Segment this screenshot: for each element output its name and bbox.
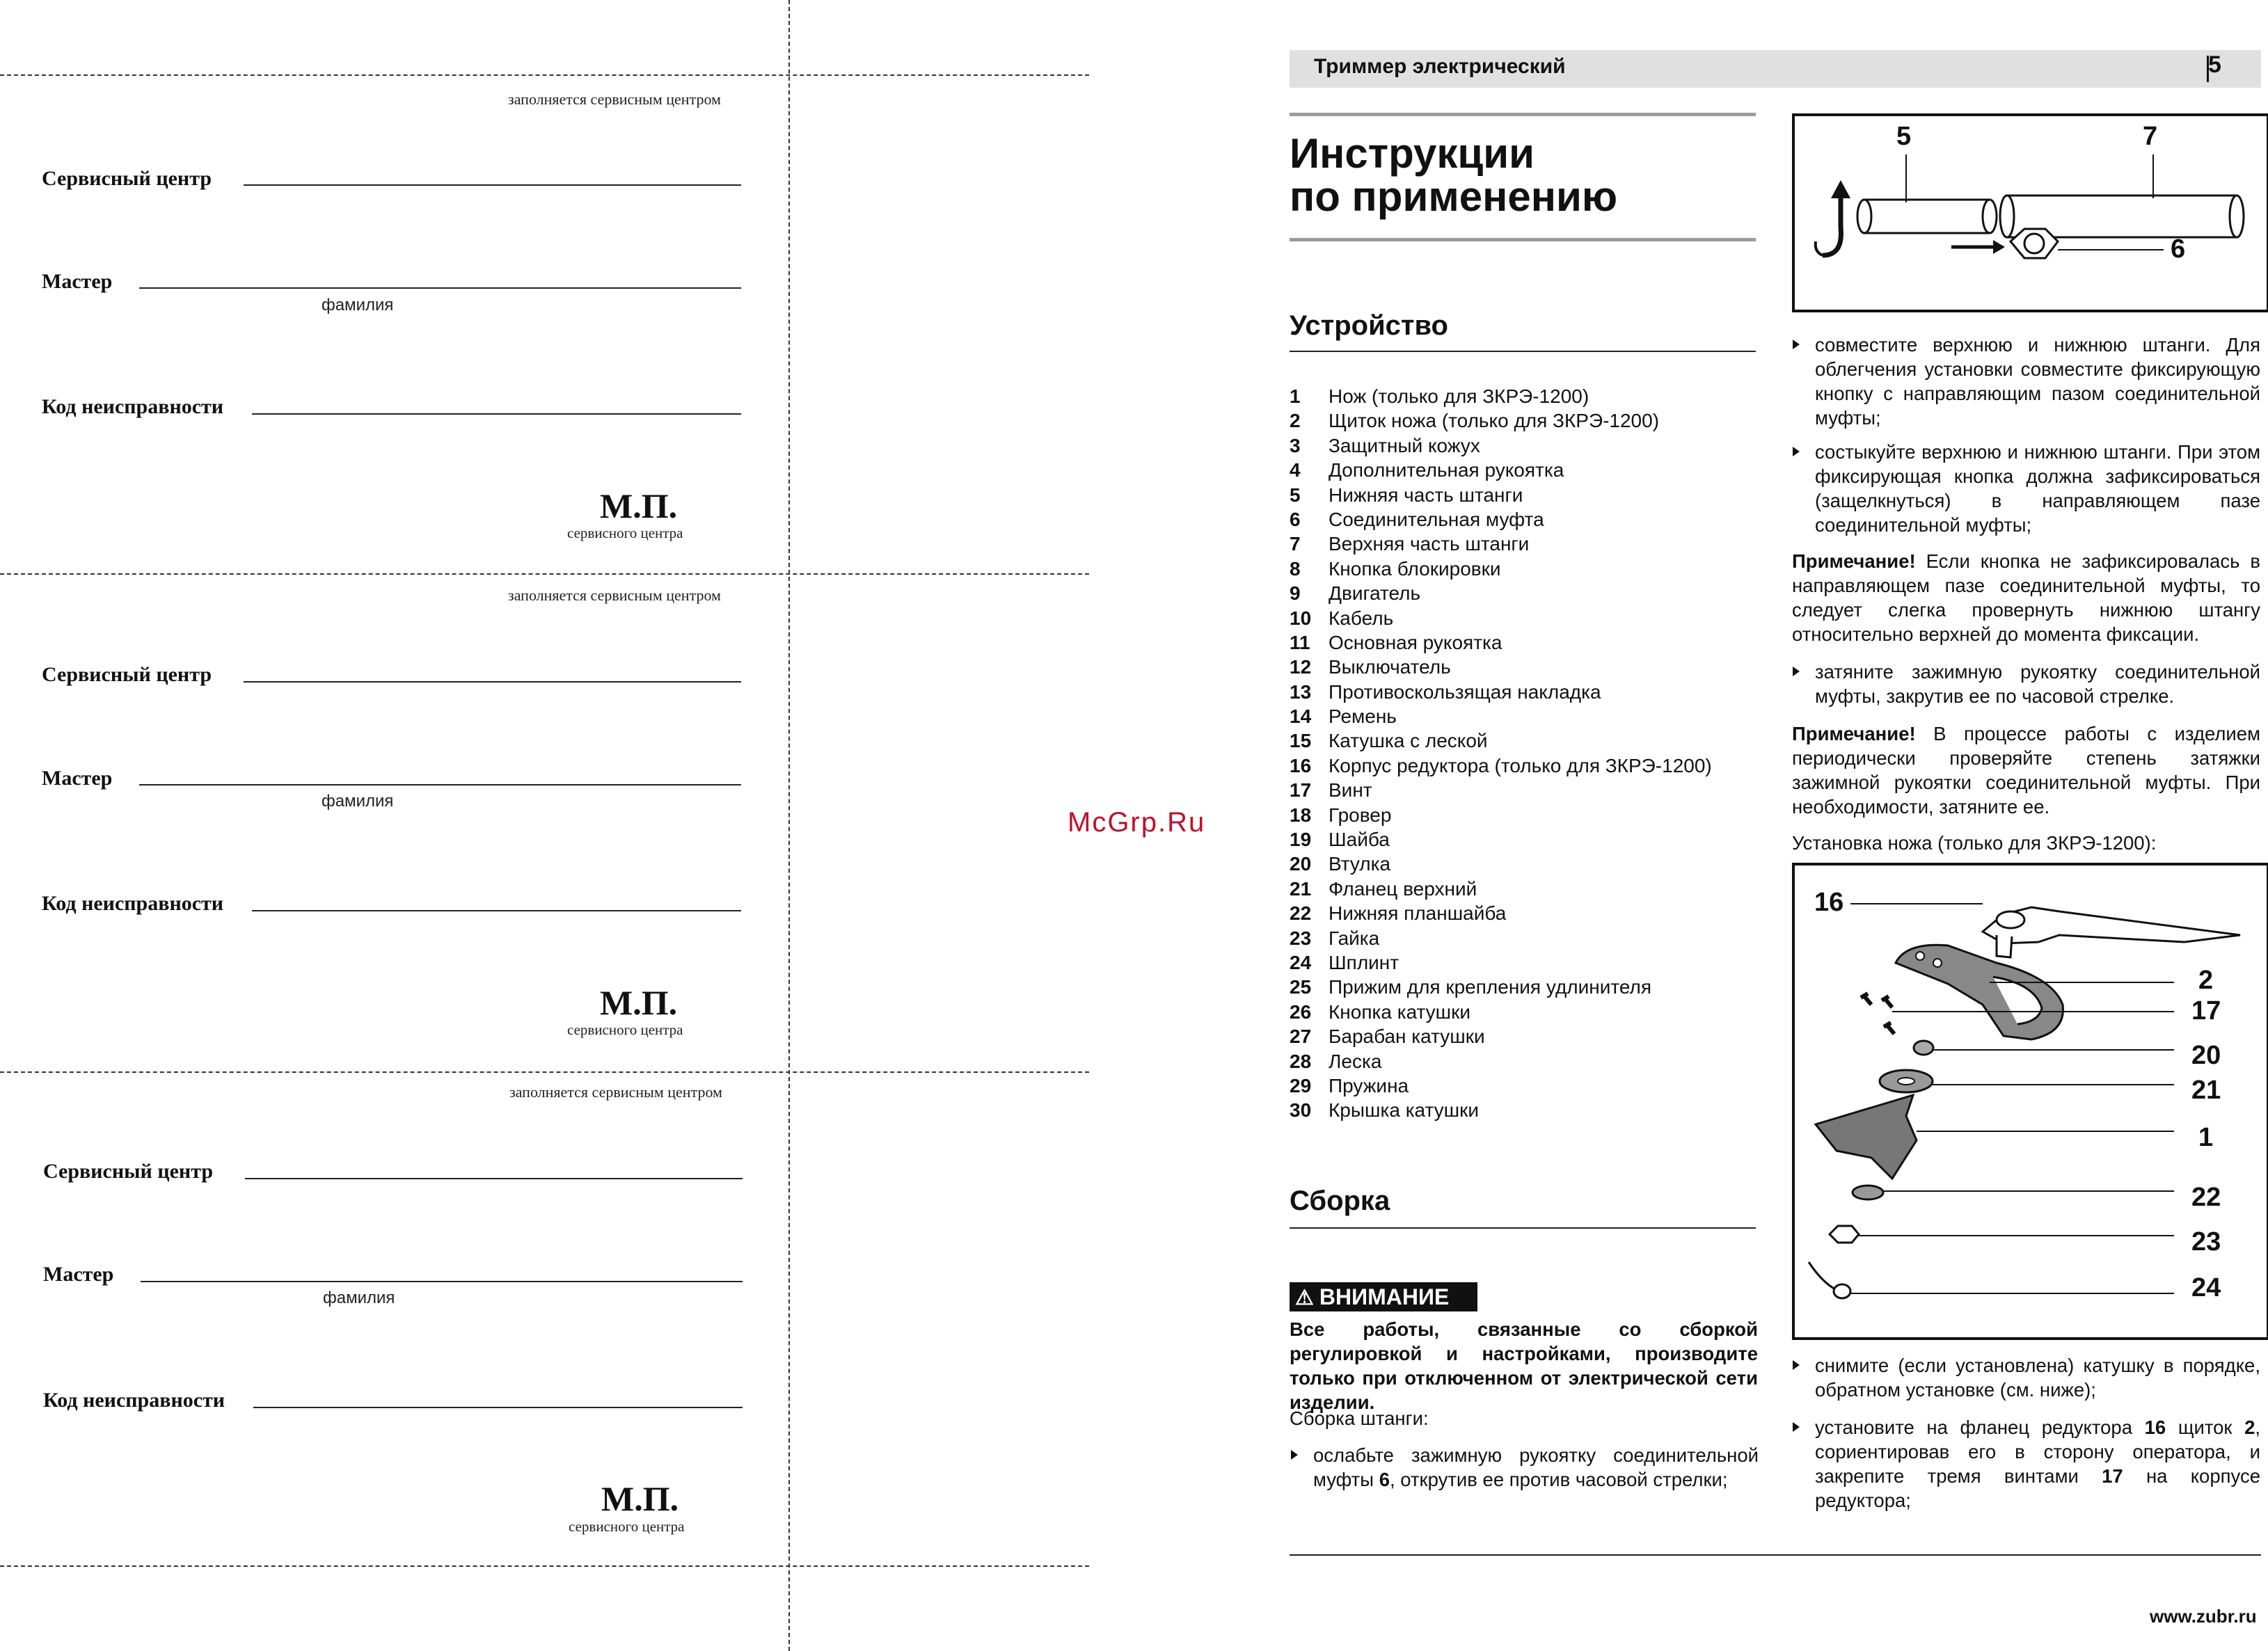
part-label: Нижняя планшайба: [1329, 902, 1507, 925]
note-2: Примечание! В процессе работы с изделием периодически проверяйте степень затяжки зажимной рукоятки соединительной муфты. При необходимости, затяните ее.: [1792, 723, 2260, 817]
part-number: 11: [1290, 631, 1310, 653]
title-rule-bottom: [1290, 238, 1756, 241]
shaft-coupling-drawing: [1795, 116, 2267, 310]
part-label: Нож (только для ЗКРЭ-1200): [1329, 385, 1589, 407]
part-number: 25: [1290, 976, 1312, 998]
warning-label: ВНИМАНИЕ: [1319, 1284, 1450, 1309]
part-label: Корпус редуктора (только для ЗКРЭ-1200): [1329, 754, 1712, 776]
part-label: Барабан катушки: [1329, 1026, 1485, 1048]
part-item: [1290, 507, 1712, 532]
part-item: [1290, 753, 1712, 778]
fig2-label-22: 22: [2191, 1183, 2221, 1212]
part-number: 15: [1290, 730, 1312, 752]
fig1-label-6: 6: [2171, 234, 2186, 264]
part-number: 14: [1290, 705, 1312, 728]
part-item: [1290, 532, 1712, 556]
cut-line-bottom: [0, 1565, 1089, 1567]
part-label: Кабель: [1329, 607, 1394, 629]
bullet-tighten: затяните зажимную рукоятку соединительной муфты, закрутив ее по часовой стрелке.: [1815, 661, 2260, 707]
footer-url: www.zubr.ru: [2150, 1606, 2257, 1627]
part-item: [1290, 827, 1712, 852]
cut-line-2: [0, 1071, 1089, 1073]
fig2-label-17: 17: [2191, 996, 2221, 1026]
surname-label: фамилия: [322, 792, 394, 811]
bullet-remove: снимите (если установлена) катушку в порядке, обратном установке (см. ниже);: [1815, 1355, 2260, 1401]
part-number: 24: [1290, 951, 1312, 973]
part-label: Винт: [1329, 779, 1372, 801]
part-number: 27: [1290, 1026, 1312, 1048]
master-label: Мастер: [42, 767, 113, 790]
fault-code-label: Код неисправности: [43, 1389, 225, 1412]
fig2-label-2: 2: [2198, 966, 2214, 995]
part-item: [1290, 852, 1712, 876]
part-item: [1290, 1074, 1712, 1098]
fig2-label-16: 16: [1814, 888, 1844, 917]
fig1-label-7: 7: [2143, 122, 2158, 151]
part-number: 3: [1290, 434, 1301, 456]
part-number: 16: [1290, 754, 1312, 776]
master-label: Мастер: [42, 270, 113, 293]
stamp-sub: сервисного центра: [567, 525, 683, 541]
part-item: [1290, 975, 1712, 999]
part-label: Катушка с леской: [1329, 730, 1488, 752]
part-number: 29: [1290, 1074, 1312, 1096]
stamp-sub: сервисного центра: [569, 1518, 685, 1535]
part-number: 21: [1290, 877, 1312, 900]
part-label: Пружина: [1329, 1074, 1409, 1096]
service-center-label: Сервисный центр: [43, 1160, 213, 1183]
part-label: Выключатель: [1329, 656, 1451, 678]
bullet-loosen: ослабьте зажимную рукоятку соединительной муфты 6, открутив ее против часовой стрелки;: [1313, 1444, 1759, 1490]
part-item: [1290, 1000, 1712, 1024]
figure-knife-install: [1792, 863, 2268, 1340]
part-number: 26: [1290, 1000, 1312, 1023]
part-item: [1290, 1098, 1712, 1122]
figure-shaft-coupling: [1792, 113, 2268, 312]
part-number: 13: [1290, 680, 1312, 703]
part-number: 19: [1290, 829, 1312, 851]
part-label: Кнопка блокировки: [1329, 557, 1501, 580]
part-label: Крышка катушки: [1329, 1099, 1480, 1122]
part-item: [1290, 483, 1712, 507]
section-device-heading: Устройство: [1290, 310, 1448, 341]
fig1-label-5: 5: [1896, 122, 1912, 151]
part-number: 17: [1290, 779, 1312, 801]
master-field[interactable]: [141, 1281, 743, 1282]
card-note: заполняется сервисным центром: [509, 1083, 722, 1101]
part-label: Нижняя часть штанги: [1329, 484, 1523, 506]
part-item: [1290, 630, 1712, 655]
master-label: Мастер: [43, 1263, 114, 1286]
service-center-label: Сервисный центр: [42, 663, 212, 686]
part-number: 5: [1290, 484, 1301, 506]
section-assembly-heading: Сборка: [1290, 1186, 1390, 1216]
part-number: 4: [1290, 459, 1301, 481]
part-item: [1290, 901, 1712, 925]
part-number: 20: [1290, 853, 1312, 875]
knife-install-label: Установка ножа (только для ЗКРЭ-1200):: [1792, 832, 2157, 854]
part-item: [1290, 433, 1712, 458]
service-center-field[interactable]: [244, 681, 741, 683]
fault-code-field[interactable]: [252, 413, 741, 415]
warning-text: Все работы, связанные со сборкой регулировкой и настройками, производите только при отключенном от электрической сети изделии.: [1290, 1318, 1758, 1413]
fig2-label-20: 20: [2191, 1041, 2221, 1070]
stamp-place: М.П.: [600, 486, 678, 525]
part-number: 18: [1290, 804, 1312, 826]
fault-code-field[interactable]: [253, 1407, 743, 1408]
stamp-place: М.П.: [601, 1479, 679, 1518]
fig2-label-21: 21: [2191, 1076, 2221, 1105]
part-number: 12: [1290, 656, 1312, 678]
part-item: [1290, 1049, 1712, 1074]
fig2-label-24: 24: [2191, 1273, 2221, 1302]
title-rule-top: [1290, 113, 1756, 116]
part-label: Гровер: [1329, 804, 1392, 826]
page-title-line1: Инструкции: [1290, 130, 1535, 177]
part-label: Кнопка катушки: [1329, 1000, 1471, 1023]
part-label: Двигатель: [1329, 582, 1421, 605]
part-number: 23: [1290, 927, 1312, 949]
part-label: Шайба: [1329, 829, 1390, 851]
part-item: [1290, 384, 1712, 408]
part-item: [1290, 778, 1712, 802]
fault-code-field[interactable]: [252, 910, 741, 911]
part-item: [1290, 950, 1712, 975]
card-note: заполняется сервисным центром: [508, 587, 721, 604]
part-item: [1290, 680, 1712, 704]
page-title: [1290, 132, 1617, 218]
footer-rule: [1290, 1554, 2261, 1556]
bullet-join: состыкуйте верхнюю и нижнюю штанги. При этом фиксирующая кнопка должна зафиксироваться (защелкнуться) в направляющем пазе соединительной муфты;: [1815, 441, 2260, 536]
note-1: Примечание! Если кнопка не зафиксировалась в направляющем пазе соединительной муфты, то следует слегка провернуть нижнюю штангу относительно верхней до момента фиксации.: [1792, 550, 2260, 645]
page-title-line2: по применению: [1290, 173, 1618, 220]
parts-list: [1290, 384, 1712, 1123]
part-number: 9: [1290, 582, 1301, 605]
part-item: [1290, 803, 1712, 827]
part-number: 30: [1290, 1099, 1312, 1122]
watermark-text: McGrp.Ru: [1068, 807, 1206, 838]
section-device-rule: [1290, 351, 1756, 352]
part-number: 7: [1290, 533, 1301, 555]
page-number: 5: [2208, 51, 2221, 78]
part-number: 8: [1290, 557, 1301, 580]
part-number: 1: [1290, 385, 1301, 407]
cut-line-1: [0, 573, 1089, 575]
service-center-label: Сервисный центр: [42, 167, 212, 190]
service-center-field[interactable]: [244, 184, 741, 186]
part-number: 2: [1290, 410, 1301, 432]
part-label: Щиток ножа (только для ЗКРЭ-1200): [1329, 410, 1660, 432]
surname-label: фамилия: [323, 1289, 395, 1307]
fault-code-label: Код неисправности: [42, 892, 224, 915]
part-label: Дополнительная рукоятка: [1329, 459, 1564, 481]
service-center-field[interactable]: [245, 1178, 743, 1179]
part-item: [1290, 655, 1712, 679]
part-label: Леска: [1329, 1050, 1382, 1072]
part-item: [1290, 458, 1712, 482]
part-label: Соединительная муфта: [1329, 508, 1544, 530]
bullet-align: совместите верхнюю и нижнюю штанги. Для облегчения установки совместите фиксирующую кнопку с направляющим пазом соединительной муфты;: [1815, 334, 2260, 429]
part-number: 22: [1290, 902, 1312, 925]
part-label: Ремень: [1329, 705, 1397, 728]
part-number: 6: [1290, 508, 1301, 530]
part-item: [1290, 704, 1712, 728]
card-note: заполняется сервисным центром: [508, 90, 721, 108]
part-label: Втулка: [1329, 853, 1391, 875]
part-label: Фланец верхний: [1329, 877, 1477, 900]
master-field[interactable]: [139, 784, 741, 785]
part-item: [1290, 728, 1712, 753]
part-item: [1290, 408, 1712, 433]
part-label: Противоскользящая накладка: [1329, 680, 1601, 703]
part-label: Верхняя часть штанги: [1329, 533, 1530, 555]
header-title: Триммер электрический: [1314, 55, 1566, 78]
stamp-place: М.П.: [600, 983, 678, 1022]
part-label: Прижим для крепления удлинителя: [1329, 976, 1652, 998]
warning-badge: [1290, 1282, 1477, 1311]
cut-line-top: [0, 74, 1089, 76]
part-number: 10: [1290, 607, 1312, 629]
bullet-install: установите на фланец редуктора 16 щиток 2, сориентировав его в сторону оператора, и закрепите тремя винтами 17 на корпусе редуктора;: [1815, 1417, 2260, 1511]
part-item: [1290, 1024, 1712, 1048]
master-field[interactable]: [139, 287, 741, 289]
part-item: [1290, 581, 1712, 605]
shaft-assembly-label: Сборка штанги:: [1290, 1407, 1429, 1429]
part-number: 28: [1290, 1050, 1312, 1072]
part-label: Защитный кожух: [1329, 434, 1480, 456]
cut-line-vertical: [788, 0, 790, 1651]
part-item: [1290, 877, 1712, 901]
part-item: [1290, 557, 1712, 581]
fig2-label-23: 23: [2191, 1227, 2221, 1257]
surname-label: фамилия: [322, 296, 394, 314]
stamp-sub: сервисного центра: [567, 1021, 683, 1038]
part-label: Гайка: [1329, 927, 1380, 949]
warning-triangle-icon: ⚠: [1295, 1286, 1314, 1309]
fig2-label-1: 1: [2198, 1123, 2214, 1152]
part-label: Шплинт: [1329, 951, 1399, 973]
part-item: [1290, 926, 1712, 950]
fault-code-label: Код неисправности: [42, 395, 224, 418]
section-assembly-rule: [1290, 1227, 1756, 1229]
part-item: [1290, 606, 1712, 630]
part-label: Основная рукоятка: [1329, 631, 1502, 653]
